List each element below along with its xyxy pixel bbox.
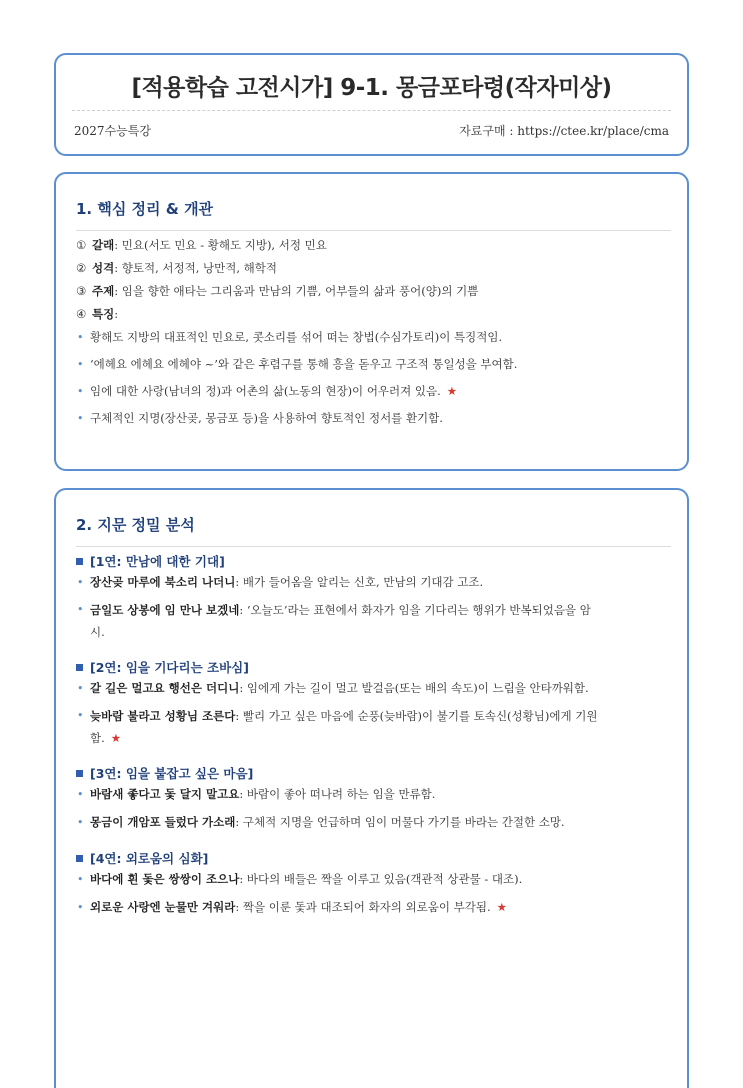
summary-item-character: ② 성격: 향토적, 서정적, 낭만적, 해학적: [76, 261, 277, 275]
header-card: [54, 53, 689, 156]
summary-card: [54, 172, 689, 471]
list-item: • 장산곶 마루에 북소리 나더니: 배가 들어옴을 알리는 신호, 만남의 기대감 고조.: [76, 575, 669, 590]
summary-item-genre: ① 갈래: 민요(서도 민요 - 황해도 지방), 서정 민요: [76, 238, 327, 252]
stanza-heading: [2연: 임을 기다리는 조바심]: [76, 659, 669, 676]
list-item: • 몽금이 개암포 들렀다 가소래: 구체적 지명을 언급하며 임이 머물다 가기를 바라는 간절한 소망.: [76, 815, 669, 830]
list-item: • 외로운 사랑엔 눈물만 겨워라: 짝을 이룬 돛과 대조되어 화자의 외로움이 부각됨. ★: [76, 900, 669, 915]
analysis-card: [54, 488, 689, 1088]
title-divider: [72, 110, 671, 111]
section-divider: [76, 230, 671, 231]
list-item: • 임에 대한 사랑(남녀의 정)과 어촌의 삶(노동의 현장)이 어우러져 있음. ★: [76, 384, 669, 399]
summary-item-features: ④ 특징:: [76, 307, 119, 321]
star-icon: ★: [110, 731, 122, 745]
summary-list: [76, 236, 669, 426]
purchase-link[interactable]: 자료구매 : https://ctee.kr/place/cma: [459, 124, 669, 138]
analysis-list: [76, 553, 669, 915]
list-item: • 금일도 상봉에 임 만나 보겠네: ‘오늘도’라는 표현에서 화자가 임을 기다리는 행위가 반복되었음을 암 시.: [76, 599, 669, 643]
list-item: • ‘에헤요 에헤요 에헤야 ~’와 같은 후렴구를 통해 흥을 돋우고 구조적 통일성을 부여함.: [76, 357, 669, 372]
section-title-analysis: 2. 지문 정밀 분석: [76, 516, 195, 534]
list-item: • 바람새 좋다고 돛 달지 말고요: 바람이 좋아 떠나려 하는 임을 만류함.: [76, 787, 669, 802]
list-item: • 황해도 지방의 대표적인 민요로, 콧소리를 섞어 떠는 창법(수심가토리)이 특징적임.: [76, 330, 669, 345]
list-item: • 늦바람 불라고 성황님 조른다: 빨리 가고 싶은 마음에 순풍(늦바람)이 불기를 토속신(성황님)에게 기원 함. ★: [76, 705, 669, 749]
stanza-heading: [4연: 외로움의 심화]: [76, 850, 669, 867]
star-icon: ★: [496, 900, 507, 914]
stanza-heading: [1연: 만남에 대한 기대]: [76, 553, 669, 570]
list-item: • 갈 길은 멀고요 행선은 더디니: 임에게 가는 길이 멀고 발걸음(또는 배의 속도)이 느림을 안타까워함.: [76, 681, 669, 696]
section-title-summary: 1. 핵심 정리 & 개관: [76, 200, 214, 218]
source-label: 2027수능특강: [74, 124, 151, 138]
summary-item-theme: ③ 주제: 임을 향한 애타는 그리움과 만남의 기쁨, 어부들의 삶과 풍어(양)의 기쁨: [76, 284, 479, 298]
list-item: • 바다에 흰 돛은 쌍쌍이 조으나: 바다의 배들은 짝을 이루고 있음(객관적 상관물 - 대조).: [76, 872, 669, 887]
stanza-heading: [3연: 임을 붙잡고 싶은 마음]: [76, 765, 669, 782]
section-divider: [76, 546, 671, 547]
list-item: • 구체적인 지명(장산곶, 몽금포 등)을 사용하여 향토적인 정서를 환기함.: [76, 411, 669, 426]
page-title: [적용학습 고전시가] 9-1. 몽금포타령(작자미상): [131, 75, 612, 101]
star-icon: ★: [446, 384, 458, 398]
